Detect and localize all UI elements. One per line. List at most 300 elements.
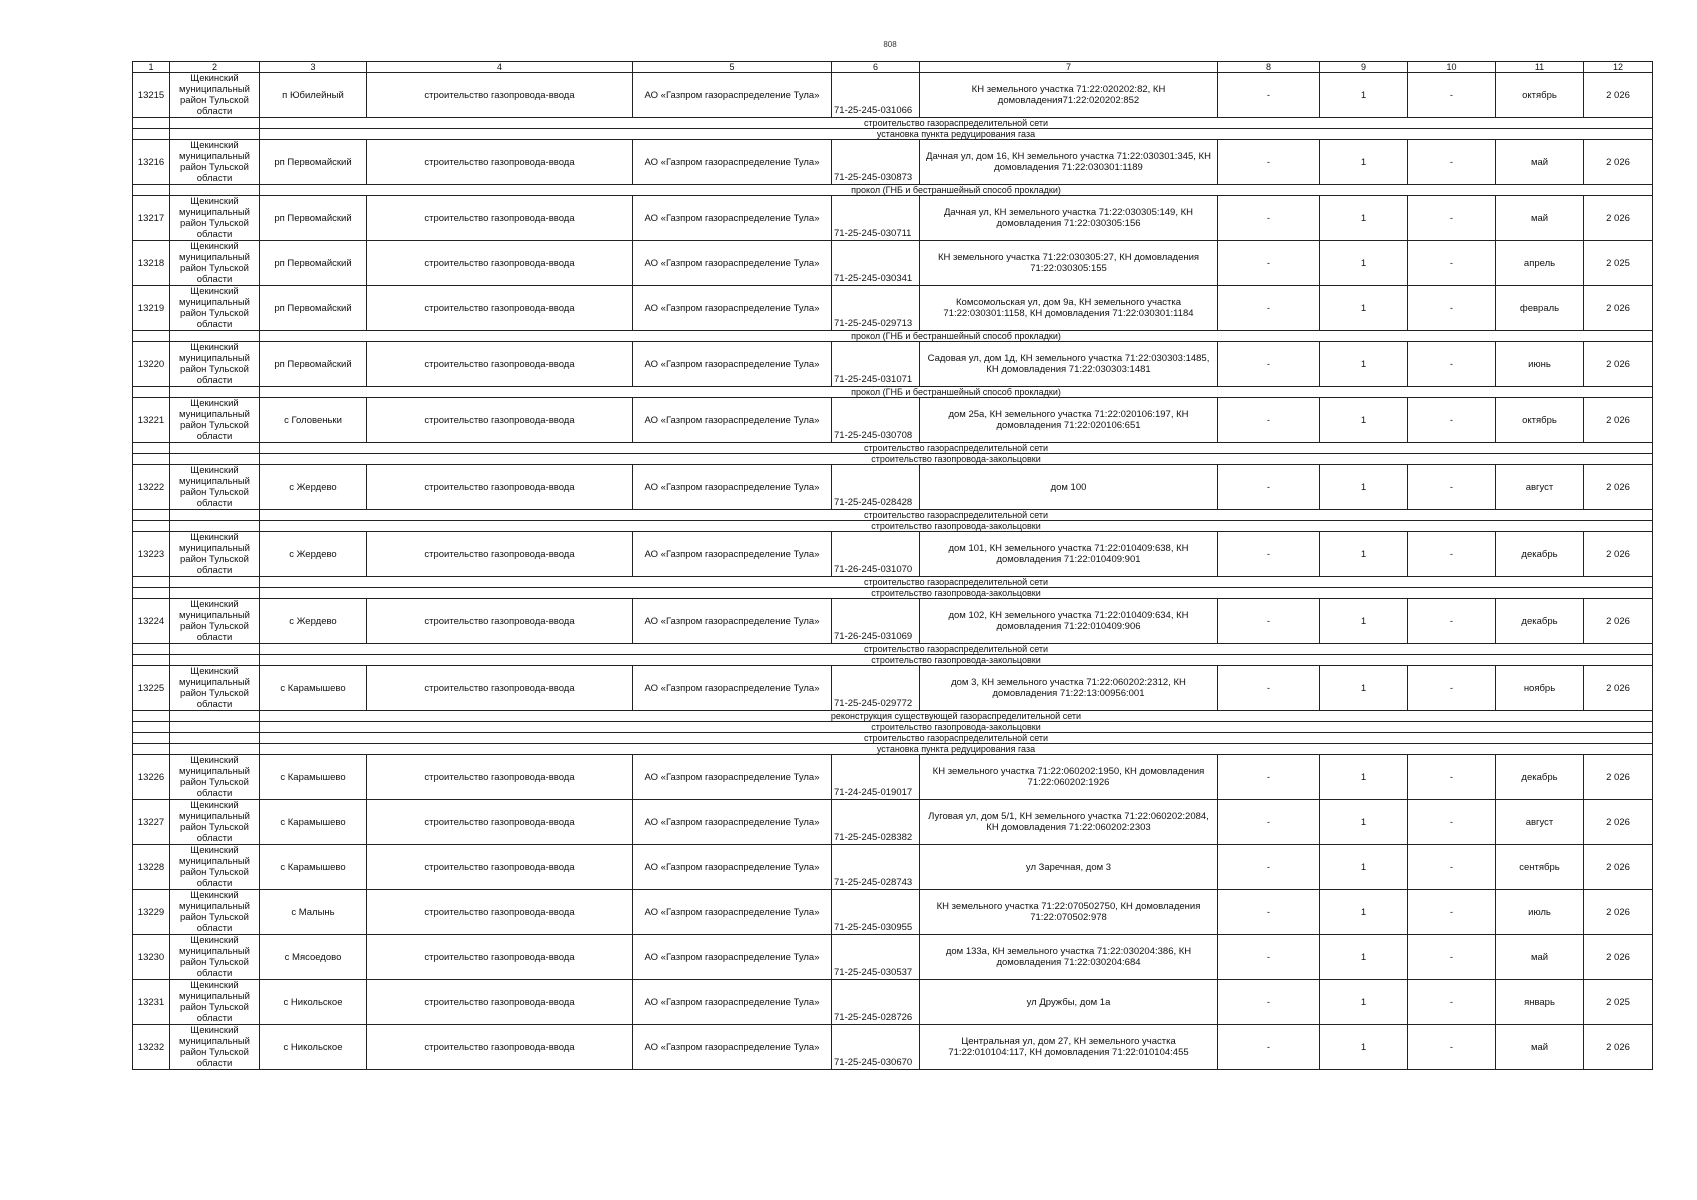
application-code-cell: 71-25-245-029772 (832, 666, 920, 711)
year-cell: 2 026 (1584, 196, 1653, 241)
sub-work-row (133, 644, 1653, 655)
settlement-cell: с Малынь (260, 890, 367, 935)
column-8-cell: - (1218, 73, 1320, 118)
column-8-cell: - (1218, 140, 1320, 185)
month-cell: июнь (1496, 342, 1584, 387)
sub-empty-cell (133, 655, 170, 666)
header-cell: 6 (832, 62, 920, 73)
sub-work-label: строительство газопровода-закольцовки (260, 454, 1653, 465)
table-row (133, 935, 1653, 980)
sub-work-label: строительство газораспределительной сети (260, 577, 1653, 588)
year-cell: 2 026 (1584, 286, 1653, 331)
month-cell: декабрь (1496, 755, 1584, 800)
column-9-cell: 1 (1320, 935, 1408, 980)
sub-empty-cell (170, 722, 260, 733)
sub-work-label: строительство газопровода-закольцовки (260, 722, 1653, 733)
column-8-cell: - (1218, 1025, 1320, 1070)
month-cell: июль (1496, 890, 1584, 935)
organization-cell: АО «Газпром газораспределение Тула» (633, 73, 832, 118)
row-number-cell: 13219 (133, 286, 170, 331)
column-10-cell: - (1408, 532, 1496, 577)
sub-empty-cell (170, 185, 260, 196)
header-cell: 8 (1218, 62, 1320, 73)
application-code-cell: 71-26-245-031070 (832, 532, 920, 577)
settlement-cell: рп Первомайский (260, 286, 367, 331)
row-number-cell: 13220 (133, 342, 170, 387)
sub-empty-cell (133, 118, 170, 129)
address-cell: Луговая ул, дом 5/1, КН земельного участка 71:22:060202:2084, КН домовладения 71:22:060202:2303 (920, 800, 1218, 845)
sub-work-row (133, 577, 1653, 588)
sub-empty-cell (133, 521, 170, 532)
address-cell: Дачная ул, дом 16, КН земельного участка 71:22:030301:345, КН домовладения 71:22:030301:1189 (920, 140, 1218, 185)
application-code-cell: 71-25-245-029713 (832, 286, 920, 331)
year-cell: 2 026 (1584, 73, 1653, 118)
column-10-cell: - (1408, 140, 1496, 185)
column-9-cell: 1 (1320, 666, 1408, 711)
table-row (133, 342, 1653, 387)
municipality-cell: Щекинский муниципальный район Тульской области (170, 532, 260, 577)
row-number-cell: 13218 (133, 241, 170, 286)
address-cell: ул Заречная, дом 3 (920, 845, 1218, 890)
sub-work-row (133, 118, 1653, 129)
work-type-cell: строительство газопровода-ввода (367, 196, 633, 241)
sub-work-label: установка пункта редуцирования газа (260, 129, 1653, 140)
column-10-cell: - (1408, 241, 1496, 286)
organization-cell: АО «Газпром газораспределение Тула» (633, 890, 832, 935)
sub-work-row (133, 655, 1653, 666)
month-cell: август (1496, 465, 1584, 510)
column-8-cell: - (1218, 196, 1320, 241)
column-10-cell: - (1408, 845, 1496, 890)
table-row (133, 286, 1653, 331)
column-8-cell: - (1218, 980, 1320, 1025)
header-cell: 11 (1496, 62, 1584, 73)
settlement-cell: с Жердево (260, 599, 367, 644)
sub-work-label: прокол (ГНБ и бестраншейный способ прокладки) (260, 185, 1653, 196)
sub-empty-cell (170, 744, 260, 755)
column-9-cell: 1 (1320, 398, 1408, 443)
column-10-cell: - (1408, 800, 1496, 845)
work-type-cell: строительство газопровода-ввода (367, 980, 633, 1025)
year-cell: 2 025 (1584, 241, 1653, 286)
column-8-cell: - (1218, 755, 1320, 800)
work-type-cell: строительство газопровода-ввода (367, 800, 633, 845)
header-cell: 1 (133, 62, 170, 73)
sub-empty-cell (133, 711, 170, 722)
year-cell: 2 026 (1584, 890, 1653, 935)
municipality-cell: Щекинский муниципальный район Тульской области (170, 465, 260, 510)
month-cell: май (1496, 1025, 1584, 1070)
month-cell: август (1496, 800, 1584, 845)
table-row (133, 398, 1653, 443)
work-type-cell: строительство газопровода-ввода (367, 599, 633, 644)
month-cell: февраль (1496, 286, 1584, 331)
sub-work-label: прокол (ГНБ и бестраншейный способ прокладки) (260, 387, 1653, 398)
application-code-cell: 71-25-245-030708 (832, 398, 920, 443)
municipality-cell: Щекинский муниципальный район Тульской области (170, 980, 260, 1025)
sub-empty-cell (133, 744, 170, 755)
row-number-cell: 13224 (133, 599, 170, 644)
page-number: 808 (883, 40, 897, 49)
month-cell: апрель (1496, 241, 1584, 286)
column-10-cell: - (1408, 666, 1496, 711)
column-9-cell: 1 (1320, 241, 1408, 286)
application-code-cell: 71-25-245-030670 (832, 1025, 920, 1070)
header-cell: 3 (260, 62, 367, 73)
row-number-cell: 13231 (133, 980, 170, 1025)
settlement-cell: рп Первомайский (260, 241, 367, 286)
sub-work-label: установка пункта редуцирования газа (260, 744, 1653, 755)
month-cell: май (1496, 935, 1584, 980)
sub-empty-cell (170, 454, 260, 465)
municipality-cell: Щекинский муниципальный район Тульской области (170, 140, 260, 185)
table-row (133, 532, 1653, 577)
sub-work-label: реконструкция существующей газораспределительной сети (260, 711, 1653, 722)
column-9-cell: 1 (1320, 532, 1408, 577)
header-cell: 9 (1320, 62, 1408, 73)
sub-empty-cell (170, 129, 260, 140)
column-10-cell: - (1408, 465, 1496, 510)
settlement-cell: с Жердево (260, 465, 367, 510)
organization-cell: АО «Газпром газораспределение Тула» (633, 286, 832, 331)
application-code-cell: 71-25-245-031066 (832, 73, 920, 118)
address-cell: КН земельного участка 71:22:070502750, КН домовладения 71:22:070502:978 (920, 890, 1218, 935)
column-9-cell: 1 (1320, 755, 1408, 800)
municipality-cell: Щекинский муниципальный район Тульской области (170, 286, 260, 331)
municipality-cell: Щекинский муниципальный район Тульской области (170, 73, 260, 118)
data-table (132, 61, 1653, 1070)
sub-work-label: строительство газораспределительной сети (260, 644, 1653, 655)
year-cell: 2 026 (1584, 532, 1653, 577)
table-body (133, 62, 1653, 1070)
table-row (133, 890, 1653, 935)
settlement-cell: рп Первомайский (260, 342, 367, 387)
sub-empty-cell (170, 521, 260, 532)
sub-empty-cell (133, 722, 170, 733)
organization-cell: АО «Газпром газораспределение Тула» (633, 1025, 832, 1070)
table-row (133, 755, 1653, 800)
table-row (133, 241, 1653, 286)
sub-work-label: строительство газораспределительной сети (260, 733, 1653, 744)
application-code-cell: 71-25-245-030537 (832, 935, 920, 980)
municipality-cell: Щекинский муниципальный район Тульской области (170, 845, 260, 890)
sub-work-label: строительство газораспределительной сети (260, 118, 1653, 129)
row-number-cell: 13222 (133, 465, 170, 510)
sub-work-row (133, 588, 1653, 599)
table-row (133, 980, 1653, 1025)
settlement-cell: п Юбилейный (260, 73, 367, 118)
organization-cell: АО «Газпром газораспределение Тула» (633, 935, 832, 980)
column-9-cell: 1 (1320, 980, 1408, 1025)
settlement-cell: с Жердево (260, 532, 367, 577)
organization-cell: АО «Газпром газораспределение Тула» (633, 465, 832, 510)
sub-work-label: строительство газопровода-закольцовки (260, 588, 1653, 599)
municipality-cell: Щекинский муниципальный район Тульской области (170, 935, 260, 980)
header-row (133, 62, 1653, 73)
application-code-cell: 71-24-245-019017 (832, 755, 920, 800)
table-row (133, 666, 1653, 711)
application-code-cell: 71-25-245-028382 (832, 800, 920, 845)
year-cell: 2 026 (1584, 935, 1653, 980)
column-10-cell: - (1408, 342, 1496, 387)
address-cell: Садовая ул, дом 1д, КН земельного участка 71:22:030303:1485, КН домовладения 71:22:030303:1481 (920, 342, 1218, 387)
organization-cell: АО «Газпром газораспределение Тула» (633, 666, 832, 711)
application-code-cell: 71-26-245-031069 (832, 599, 920, 644)
sub-work-row (133, 711, 1653, 722)
table-row (133, 1025, 1653, 1070)
work-type-cell: строительство газопровода-ввода (367, 666, 633, 711)
sub-empty-cell (133, 588, 170, 599)
municipality-cell: Щекинский муниципальный район Тульской области (170, 890, 260, 935)
sub-empty-cell (170, 443, 260, 454)
month-cell: май (1496, 140, 1584, 185)
header-cell: 12 (1584, 62, 1653, 73)
settlement-cell: с Никольское (260, 1025, 367, 1070)
municipality-cell: Щекинский муниципальный район Тульской области (170, 1025, 260, 1070)
column-9-cell: 1 (1320, 599, 1408, 644)
address-cell: Центральная ул, дом 27, КН земельного участка 71:22:010104:117, КН домовладения 71:22:010104:455 (920, 1025, 1218, 1070)
address-cell: дом 25а, КН земельного участка 71:22:020106:197, КН домовладения 71:22:020106:651 (920, 398, 1218, 443)
column-9-cell: 1 (1320, 196, 1408, 241)
sub-work-row (133, 744, 1653, 755)
header-cell: 5 (633, 62, 832, 73)
row-number-cell: 13226 (133, 755, 170, 800)
sub-empty-cell (170, 655, 260, 666)
municipality-cell: Щекинский муниципальный район Тульской области (170, 398, 260, 443)
sub-work-row (133, 129, 1653, 140)
column-9-cell: 1 (1320, 465, 1408, 510)
application-code-cell: 71-25-245-028428 (832, 465, 920, 510)
column-10-cell: - (1408, 755, 1496, 800)
row-number-cell: 13232 (133, 1025, 170, 1070)
column-9-cell: 1 (1320, 1025, 1408, 1070)
municipality-cell: Щекинский муниципальный район Тульской области (170, 666, 260, 711)
settlement-cell: с Карамышево (260, 800, 367, 845)
year-cell: 2 026 (1584, 845, 1653, 890)
work-type-cell: строительство газопровода-ввода (367, 241, 633, 286)
year-cell: 2 026 (1584, 1025, 1653, 1070)
organization-cell: АО «Газпром газораспределение Тула» (633, 398, 832, 443)
column-8-cell: - (1218, 465, 1320, 510)
application-code-cell: 71-25-245-030873 (832, 140, 920, 185)
year-cell: 2 026 (1584, 755, 1653, 800)
organization-cell: АО «Газпром газораспределение Тула» (633, 800, 832, 845)
sub-work-label: строительство газопровода-закольцовки (260, 521, 1653, 532)
work-type-cell: строительство газопровода-ввода (367, 845, 633, 890)
row-number-cell: 13223 (133, 532, 170, 577)
sub-work-label: строительство газопровода-закольцовки (260, 655, 1653, 666)
sub-empty-cell (133, 331, 170, 342)
row-number-cell: 13217 (133, 196, 170, 241)
column-10-cell: - (1408, 980, 1496, 1025)
sub-work-row (133, 185, 1653, 196)
address-cell: КН земельного участка 71:22:030305:27, КН домовладения 71:22:030305:155 (920, 241, 1218, 286)
month-cell: ноябрь (1496, 666, 1584, 711)
column-8-cell: - (1218, 532, 1320, 577)
application-code-cell: 71-25-245-031071 (832, 342, 920, 387)
row-number-cell: 13215 (133, 73, 170, 118)
sub-empty-cell (133, 443, 170, 454)
organization-cell: АО «Газпром газораспределение Тула» (633, 196, 832, 241)
column-8-cell: - (1218, 845, 1320, 890)
year-cell: 2 026 (1584, 398, 1653, 443)
organization-cell: АО «Газпром газораспределение Тула» (633, 342, 832, 387)
sub-empty-cell (133, 454, 170, 465)
sub-empty-cell (170, 588, 260, 599)
table-row (133, 800, 1653, 845)
header-cell: 10 (1408, 62, 1496, 73)
year-cell: 2 026 (1584, 140, 1653, 185)
column-10-cell: - (1408, 599, 1496, 644)
address-cell: дом 3, КН земельного участка 71:22:060202:2312, КН домовладения 71:22:13:00956:001 (920, 666, 1218, 711)
work-type-cell: строительство газопровода-ввода (367, 286, 633, 331)
table-row (133, 196, 1653, 241)
month-cell: январь (1496, 980, 1584, 1025)
work-type-cell: строительство газопровода-ввода (367, 73, 633, 118)
column-10-cell: - (1408, 935, 1496, 980)
sub-work-label: строительство газораспределительной сети (260, 443, 1653, 454)
sub-empty-cell (170, 577, 260, 588)
settlement-cell: рп Первомайский (260, 196, 367, 241)
row-number-cell: 13227 (133, 800, 170, 845)
application-code-cell: 71-25-245-030711 (832, 196, 920, 241)
sub-work-row (133, 454, 1653, 465)
column-9-cell: 1 (1320, 800, 1408, 845)
municipality-cell: Щекинский муниципальный район Тульской области (170, 342, 260, 387)
column-9-cell: 1 (1320, 845, 1408, 890)
month-cell: май (1496, 196, 1584, 241)
column-9-cell: 1 (1320, 342, 1408, 387)
address-cell: КН земельного участка 71:22:020202:82, КН домовладения71:22:020202:852 (920, 73, 1218, 118)
sub-empty-cell (170, 118, 260, 129)
column-9-cell: 1 (1320, 140, 1408, 185)
sub-work-row (133, 521, 1653, 532)
settlement-cell: с Мясоедово (260, 935, 367, 980)
sub-empty-cell (170, 733, 260, 744)
work-type-cell: строительство газопровода-ввода (367, 935, 633, 980)
organization-cell: АО «Газпром газораспределение Тула» (633, 140, 832, 185)
address-cell: дом 102, КН земельного участка 71:22:010409:634, КН домовладения 71:22:010409:906 (920, 599, 1218, 644)
column-10-cell: - (1408, 398, 1496, 443)
month-cell: октябрь (1496, 73, 1584, 118)
year-cell: 2 026 (1584, 465, 1653, 510)
column-10-cell: - (1408, 196, 1496, 241)
table-row (133, 845, 1653, 890)
sub-work-row (133, 443, 1653, 454)
column-8-cell: - (1218, 241, 1320, 286)
application-code-cell: 71-25-245-028726 (832, 980, 920, 1025)
sub-work-label: строительство газораспределительной сети (260, 510, 1653, 521)
header-cell: 4 (367, 62, 633, 73)
row-number-cell: 13229 (133, 890, 170, 935)
work-type-cell: строительство газопровода-ввода (367, 342, 633, 387)
work-type-cell: строительство газопровода-ввода (367, 532, 633, 577)
address-cell: дом 100 (920, 465, 1218, 510)
column-8-cell: - (1218, 286, 1320, 331)
municipality-cell: Щекинский муниципальный район Тульской области (170, 800, 260, 845)
work-type-cell: строительство газопровода-ввода (367, 465, 633, 510)
column-10-cell: - (1408, 1025, 1496, 1070)
header-cell: 7 (920, 62, 1218, 73)
sub-empty-cell (170, 711, 260, 722)
month-cell: декабрь (1496, 599, 1584, 644)
application-code-cell: 71-25-245-030955 (832, 890, 920, 935)
organization-cell: АО «Газпром газораспределение Тула» (633, 980, 832, 1025)
application-code-cell: 71-25-245-028743 (832, 845, 920, 890)
organization-cell: АО «Газпром газораспределение Тула» (633, 241, 832, 286)
address-cell: Дачная ул, КН земельного участка 71:22:030305:149, КН домовладения 71:22:030305:156 (920, 196, 1218, 241)
header-cell: 2 (170, 62, 260, 73)
sub-empty-cell (133, 185, 170, 196)
sub-empty-cell (170, 510, 260, 521)
settlement-cell: рп Первомайский (260, 140, 367, 185)
settlement-cell: с Головеньки (260, 398, 367, 443)
year-cell: 2 026 (1584, 599, 1653, 644)
column-8-cell: - (1218, 890, 1320, 935)
row-number-cell: 13228 (133, 845, 170, 890)
work-type-cell: строительство газопровода-ввода (367, 398, 633, 443)
month-cell: декабрь (1496, 532, 1584, 577)
row-number-cell: 13225 (133, 666, 170, 711)
sub-work-row (133, 387, 1653, 398)
column-8-cell: - (1218, 398, 1320, 443)
table-row (133, 73, 1653, 118)
row-number-cell: 13221 (133, 398, 170, 443)
municipality-cell: Щекинский муниципальный район Тульской области (170, 196, 260, 241)
sub-empty-cell (133, 510, 170, 521)
column-8-cell: - (1218, 342, 1320, 387)
settlement-cell: с Карамышево (260, 755, 367, 800)
sub-work-row (133, 331, 1653, 342)
year-cell: 2 026 (1584, 666, 1653, 711)
address-cell: дом 133а, КН земельного участка 71:22:030204:386, КН домовладения 71:22:030204:684 (920, 935, 1218, 980)
table-row (133, 140, 1653, 185)
sub-empty-cell (170, 331, 260, 342)
column-8-cell: - (1218, 800, 1320, 845)
sub-empty-cell (133, 644, 170, 655)
table-row (133, 465, 1653, 510)
work-type-cell: строительство газопровода-ввода (367, 140, 633, 185)
column-8-cell: - (1218, 666, 1320, 711)
column-8-cell: - (1218, 935, 1320, 980)
organization-cell: АО «Газпром газораспределение Тула» (633, 532, 832, 577)
year-cell: 2 026 (1584, 342, 1653, 387)
work-type-cell: строительство газопровода-ввода (367, 1025, 633, 1070)
settlement-cell: с Никольское (260, 980, 367, 1025)
municipality-cell: Щекинский муниципальный район Тульской области (170, 599, 260, 644)
address-cell: дом 101, КН земельного участка 71:22:010409:638, КН домовладения 71:22:010409:901 (920, 532, 1218, 577)
work-type-cell: строительство газопровода-ввода (367, 755, 633, 800)
sub-empty-cell (133, 387, 170, 398)
sub-work-row (133, 510, 1653, 521)
organization-cell: АО «Газпром газораспределение Тула» (633, 599, 832, 644)
year-cell: 2 026 (1584, 800, 1653, 845)
sub-work-row (133, 733, 1653, 744)
row-number-cell: 13216 (133, 140, 170, 185)
table-row (133, 599, 1653, 644)
application-code-cell: 71-25-245-030341 (832, 241, 920, 286)
sub-empty-cell (170, 387, 260, 398)
column-10-cell: - (1408, 73, 1496, 118)
settlement-cell: с Карамышево (260, 845, 367, 890)
column-9-cell: 1 (1320, 286, 1408, 331)
address-cell: ул Дружбы, дом 1а (920, 980, 1218, 1025)
work-type-cell: строительство газопровода-ввода (367, 890, 633, 935)
sub-work-label: прокол (ГНБ и бестраншейный способ прокладки) (260, 331, 1653, 342)
address-cell: КН земельного участка 71:22:060202:1950, КН домовладения 71:22:060202:1926 (920, 755, 1218, 800)
month-cell: октябрь (1496, 398, 1584, 443)
column-10-cell: - (1408, 890, 1496, 935)
